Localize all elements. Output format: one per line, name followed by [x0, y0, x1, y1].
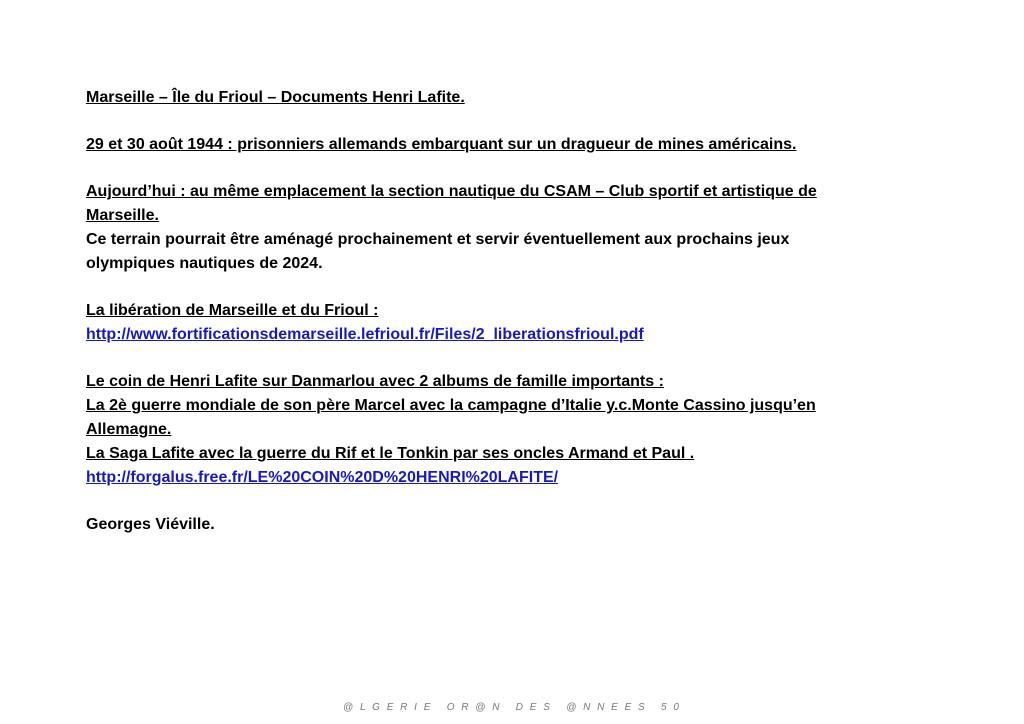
- document-body: [86, 86, 886, 537]
- coin-heading: Le coin de Henri Lafite sur Danmarlou avec 2 albums de famille importants :: [86, 373, 664, 390]
- spacer: [86, 157, 886, 180]
- album1-text-line-2: Allemagne.: [86, 421, 172, 438]
- terrain-text-line-1: Ce terrain pourrait être aménagé prochainement et servir éventuellement aux prochains jeux: [86, 231, 790, 248]
- footer-watermark: @ L G E R I E O R @ N D E S @ N N E E S 5 0: [343, 702, 681, 713]
- photo-caption: 29 et 30 août 1944 : prisonniers allemands embarquant sur un dragueur de mines américains.: [86, 136, 797, 153]
- album2-text: La Saga Lafite avec la guerre du Rif et le Tonkin par ses oncles Armand et Paul .: [86, 445, 695, 462]
- document-title: Marseille – Île du Frioul – Documents Henri Lafite.: [86, 89, 465, 106]
- today-text-line-1: Aujourd’hui : au même emplacement la section nautique du CSAM – Club sportif et artistique de: [86, 183, 817, 200]
- today-text-line-2: Marseille.: [86, 207, 159, 224]
- spacer: [86, 490, 886, 513]
- liberation-heading: La libération de Marseille et du Frioul :: [86, 302, 379, 319]
- spacer: [86, 347, 886, 370]
- signature: Georges Viéville.: [86, 516, 215, 533]
- coin-henri-link[interactable]: http://forgalus.free.fr/LE%20COIN%20D%20HENRI%20LAFITE/: [86, 469, 559, 486]
- liberation-pdf-link[interactable]: http://www.fortificationsdemarseille.lefrioul.fr/Files/2_liberationsfrioul.pdf: [86, 326, 644, 343]
- spacer: [86, 276, 886, 299]
- terrain-text-line-2: olympiques nautiques de 2024.: [86, 255, 323, 272]
- album1-text-line-1: La 2è guerre mondiale de son père Marcel avec la campagne d’Italie y.c.Monte Cassino jusqu’en: [86, 397, 816, 414]
- spacer: [86, 110, 886, 133]
